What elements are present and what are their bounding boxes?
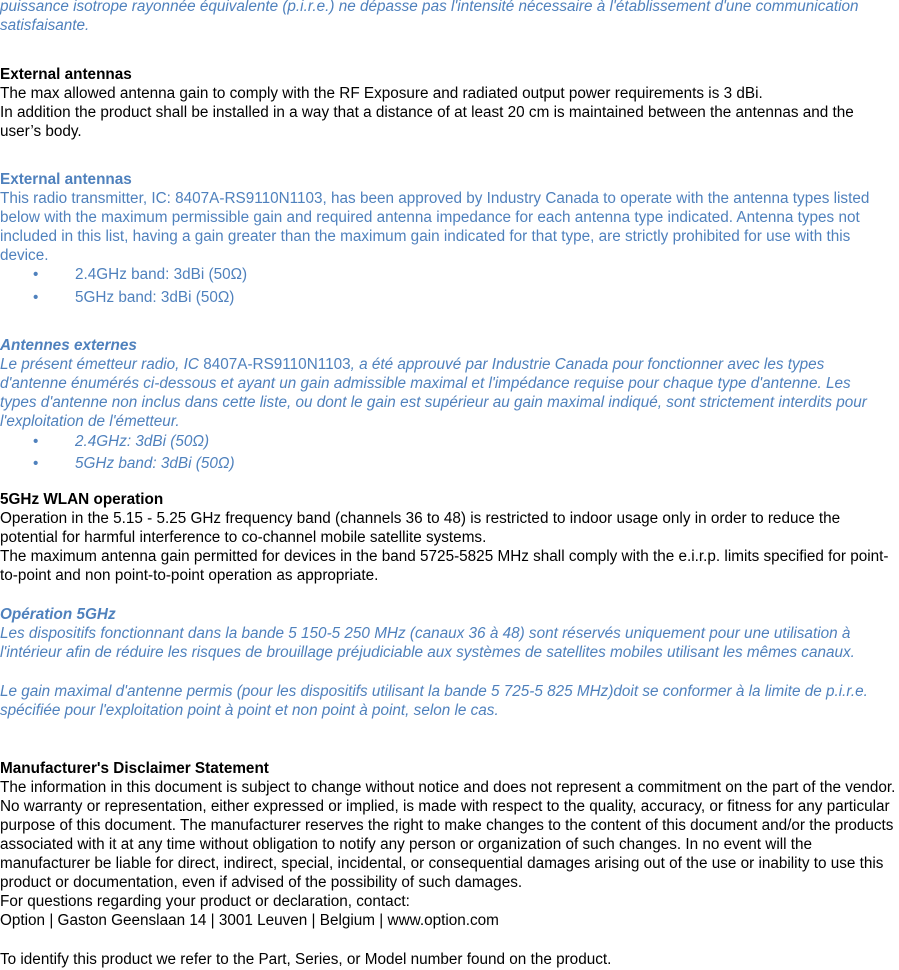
disclaimer-heading: Manufacturer's Disclaimer Statement [0,760,269,777]
disclaimer-body: The information in this document is subject to change without notice and does not represent a commitment on the part of the vendor. No warranty or representation, either expressed or implied, is made with respect to the quality, accuracy, or fitness for any particular purpose of this document. The manufacturer reserves the right to make changes to the content of this document and/or the products associated with it at any time without obligation to notify any person or organization of such changes. In no event will the manufacturer be liable for direct, indirect, special, incidental, or consequential damages arising out of the use or inability to use this product or documentation, even if advised of the possibility of such damages. [0,779,896,891]
wlan-fr-indoor-text: Les dispositifs fonctionnant dans la bande 5 150-5 250 MHz (canaux 36 à 48) sont réservés uniquement pour une utilisation à l'intérieur afin de réduire les risques de brouillage préjudiciable aux systèmes de satellites mobiles utilisant les mêmes canaux. [0,625,855,661]
ic-antennas-heading: External antennas [0,171,132,188]
ext-antennas-gain-text: The max allowed antenna gain to comply with the RF Exposure and radiated output power requirements is 3 dBi. [0,85,763,102]
intro-paragraph-fr: puissance isotrope rayonnée équivalente (p.i.r.e.) ne dépasse pas l'intensité nécessaire à l'établissement d'une communication satisfaisante. [0,0,859,34]
contact-address: Option | Gaston Geenslaan 14 | 3001 Leuven | Belgium | www.option.com [0,912,499,929]
bullet-icon: • [33,433,39,450]
identify-product-text: To identify this product we refer to the Part, Series, or Model number found on the product. [0,951,612,968]
ext-antennas-distance-text: In addition the product shall be installed in a way that a distance of at least 20 cm is maintained between the antennas and the user’s body. [0,104,854,140]
wlan-indoor-text: Operation in the 5.15 - 5.25 GHz frequency band (channels 36 to 48) is restricted to indoor usage only in order to reduce the potential for harmful interference to co-channel mobile satellite systems. [0,510,841,546]
wlan-fr-heading: Opération 5GHz [0,606,116,623]
fr-antennas-heading: Antennes externes [0,337,137,354]
document-page: puissance isotrope rayonnée équivalente (p.i.r.e.) ne dépasse pas l'intensité nécessaire à l'établissement d'une communication satisfaisante. External antennas The max allowed antenna gain to comply with the RF Exposure and radiated output power requirements is 3 dBi. In addition the product shall be installed in a way that a distance of at least 20 cm is maintained between the antennas and the user’s body. External antennas This radio transmitter, IC: 8407A-RS9110N1103, has been approved by Industry Canada to operate with the antenna types listed below with the maximum permissible gain and required antenna impedance for each antenna type indicated. Antenna types not included in this list, having a gain greater than the maximum gain indicated for that type, are strictly prohibited for use with this device. • 2.4GHz band: 3dBi (50Ω) • 5GHz band: 3dBi (50Ω) Antennes externes Le présent émetteur radio, IC 8407A-RS9110N1103, a été approuvé par Industrie Canada pour fonctionner avec les types d'antenne énumérés ci-dessous et ayant un gain admissible maximal et l'impédance requise pour chaque type d'antenne. Les types d'antenne non inclus dans cette liste, ou dont le gain est supérieur au gain maximal indiqué, sont strictement interdits pour l'exploitation de l'émetteur. • 2.4GHz: 3dBi (50Ω) • 5GHz band: 3dBi (50Ω) 5GHz WLAN operation Operation in the 5.15 - 5.25 GHz frequency band (channels 36 to 48) is restricted to indoor usage only in order to reduce the potential for harmful interference to co-channel mobile satellite systems. The maximum antenna gain permitted for devices in the band 5725-5825 MHz shall comply with the e.i.r.p. limits specified for point-to-point and non point-to-point operation as appropriate. Opération 5GHz Les dispositifs fonctionnant dans la bande 5 150-5 250 MHz (canaux 36 à 48) sont réservés uniquement pour une utilisation à l'intérieur afin de réduire les risques de brouillage préjudiciable aux systèmes de satellites mobiles utilisant les mêmes canaux. Le gain maximal d'antenne permis (pour les dispositifs utilisant la bande 5 725-5 825 MHz)doit se conformer à la limite de p.i.r.e. spécifiée pour l'exploitation point à point et non point à point, selon le cas. Manufacturer's Disclaimer Statement The information in this document is subject to change without notice and does not represent a commitment on the part of the vendor. No warranty or representation, either expressed or implied, is made with respect to the quality, accuracy, or fitness for any particular purpose of this document. The manufacturer reserves the right to make changes to the content of this document and/or the products associated with it at any time without obligation to notify any person or organization of such changes. In no event will the manufacturer be liable for direct, indirect, special, incidental, or consequential damages arising out of the use or inability to use this product or documentation, even if advised of the possibility of such damages. For questions regarding your product or declaration, contact: Option | Gaston Geenslaan 14 | 3001 Leuven | Belgium | www.option.com To identify this product we refer to the Part, Series, or Model number found on the product. [0,0,899,970]
bullet-icon: • [33,455,39,472]
ic-code: 8407A-RS9110N1103 [203,356,351,373]
wlan-gain-text: The maximum antenna gain permitted for devices in the band 5725-5825 MHz shall comply with the e.i.r.p. limits specified for point-to-point and non point-to-point operation as appropriate. [0,548,889,584]
fr-antennas-body: Le présent émetteur radio, IC 8407A-RS9110N1103, a été approuvé par Industrie Canada pour fonctionner avec les types d'antenne énumérés ci-dessous et ayant un gain admissible maximal et l'impédance requise pour chaque type d'antenne. Les types d'antenne non inclus dans cette liste, ou dont le gain est supérieur au gain maximal indiqué, sont strictement interdits pour l'exploitation de l'émetteur. [0,356,867,430]
wlan-fr-gain-text: Le gain maximal d'antenne permis (pour les dispositifs utilisant la bande 5 725-5 825 MHz)doit se conformer à la limite de p.i.r.e. spécifiée pour l'exploitation point à point et non point à point, selon le cas. [0,683,868,719]
ic-antennas-body: This radio transmitter, IC: 8407A-RS9110N1103, has been approved by Industry Canada to operate with the antenna types listed below with the maximum permissible gain and required antenna impedance for each antenna type indicated. Antenna types not included in this list, having a gain greater than the maximum gain indicated for that type, are strictly prohibited for use with this device. [0,190,870,264]
contact-intro: For questions regarding your product or declaration, contact: [0,893,410,910]
ext-antennas-heading: External antennas [0,66,132,83]
bullet-icon: • [33,266,39,283]
bullet-icon: • [33,289,39,306]
wlan-heading: 5GHz WLAN operation [0,491,164,508]
